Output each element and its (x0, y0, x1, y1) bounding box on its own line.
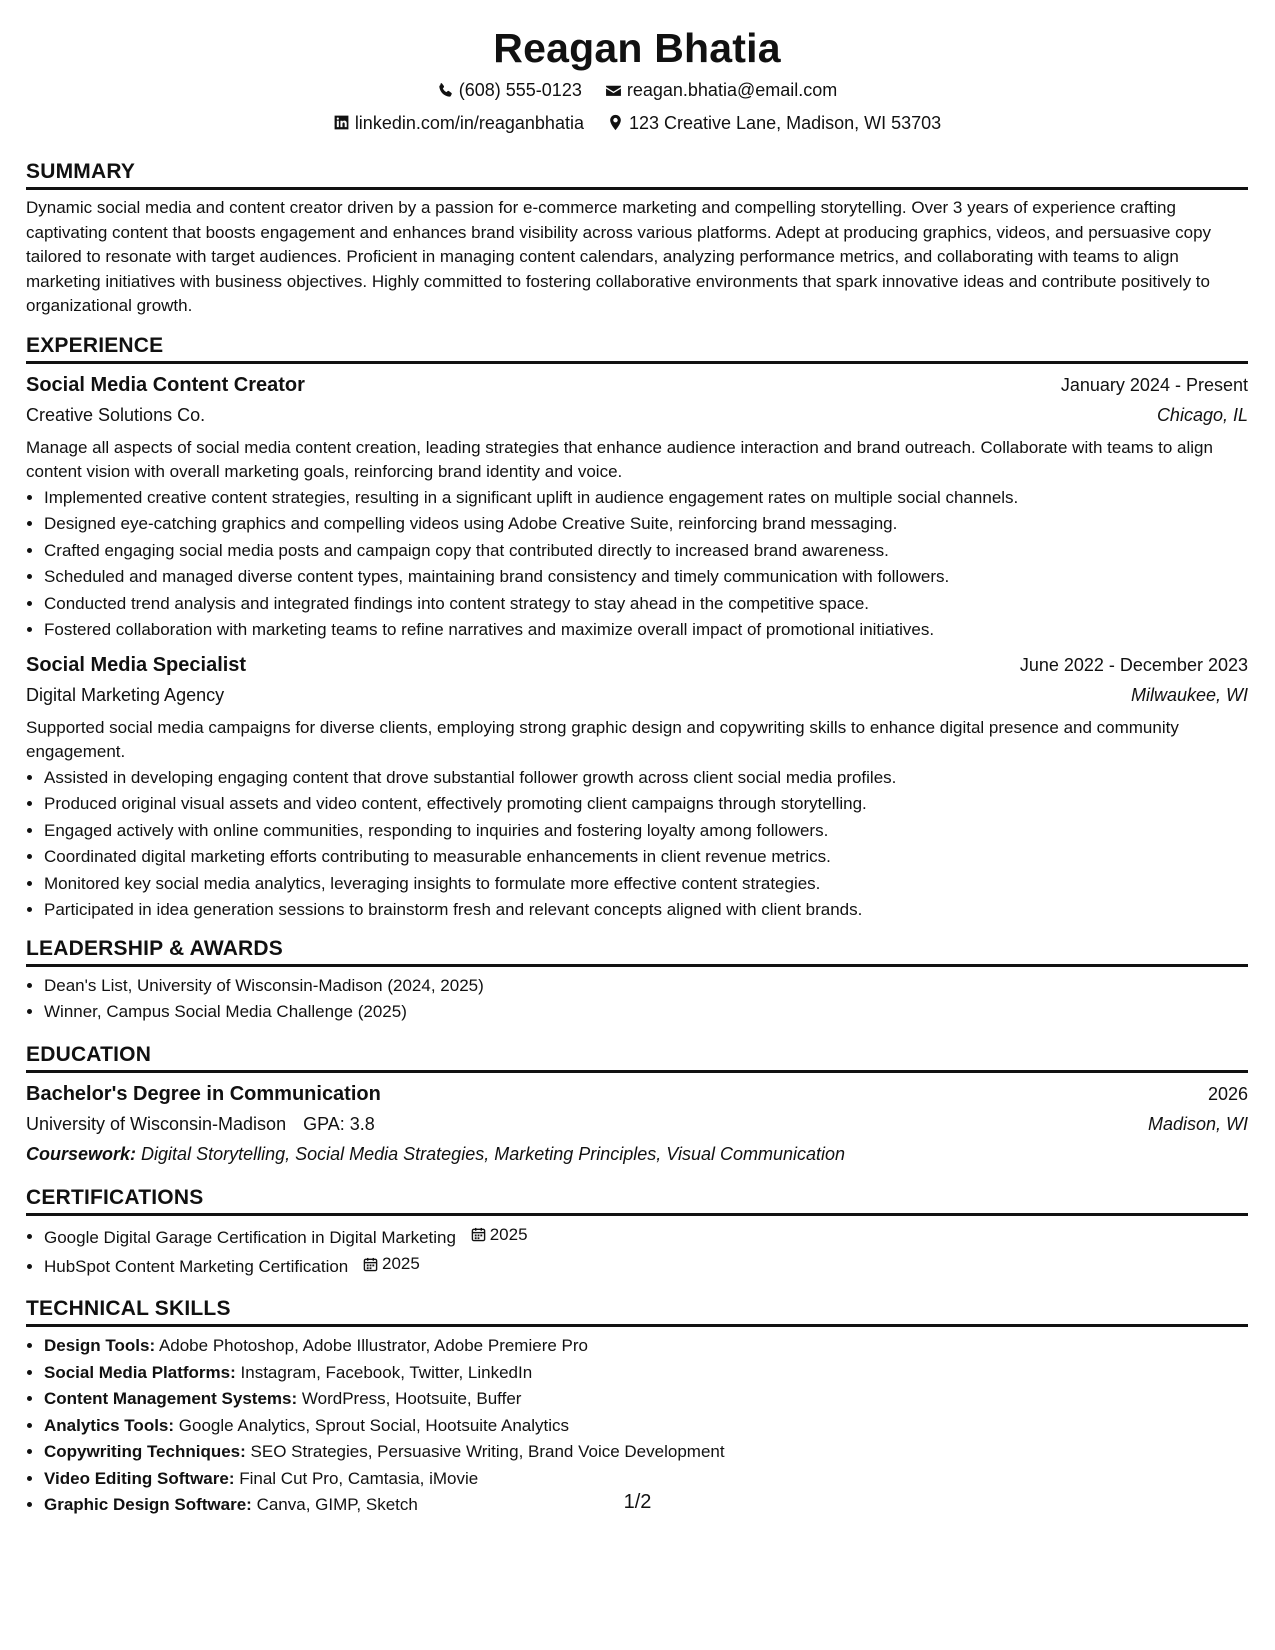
job-title: Social Media Specialist (26, 653, 247, 676)
page-number: 1/2 (623, 1491, 652, 1513)
certifications-section (26, 1185, 1248, 1281)
email-text[interactable]: reagan.bhatia@email.com (626, 80, 838, 100)
linkedin-text[interactable]: linkedin.com/in/reaganbhatia (354, 112, 584, 133)
certifications-list (26, 1222, 1248, 1281)
certification-name: HubSpot Content Marketing Certification (44, 1256, 349, 1276)
calendar-icon (471, 1227, 486, 1242)
list-item: • Coordinated digital marketing efforts contributing to measurable enhancements in client revenue metrics. (44, 844, 1248, 871)
coursework-text: Digital Storytelling, Social Media Strategies, Marketing Principles, Visual Communication (141, 1143, 846, 1164)
certifications-heading: CERTIFICATIONS (26, 1185, 1248, 1216)
list-item (44, 1466, 1248, 1493)
job-title: Social Media Content Creator (26, 373, 305, 396)
list-item (44, 1386, 1248, 1413)
resume-page (26, 22, 1248, 1519)
job-description: Manage all aspects of social media content creation, leading strategies that enhance audience interaction and brand outreach. Collaborate with teams to align content vision with overall marketing goals, reinforcing brand identity and voice. (26, 437, 1213, 481)
skill-label: Video Editing Software: (44, 1468, 235, 1488)
list-item: • Participated in idea generation sessions to brainstorm fresh and relevant concepts aligned with client brands. (44, 897, 1248, 924)
contact-line-2 (26, 111, 1248, 138)
phone-icon (437, 82, 454, 99)
experience-heading: EXPERIENCE (26, 333, 1248, 364)
experience-section (26, 333, 1248, 924)
education-heading: EDUCATION (26, 1042, 1248, 1073)
school-name: University of Wisconsin-Madison (26, 1113, 287, 1134)
coursework-line (26, 1139, 1248, 1169)
calendar-icon (363, 1257, 378, 1272)
job-company-row (26, 400, 1248, 430)
skill-value: Google Analytics, Sprout Social, Hootsuite Analytics (178, 1415, 570, 1435)
certification-year: 2025 (489, 1224, 528, 1244)
leadership-section (26, 936, 1248, 1026)
job-entry (26, 650, 1248, 924)
list-item: • Implemented creative content strategies, resulting in a significant uplift in audience engagement rates on multiple social channels. (44, 485, 1248, 512)
summary-section (26, 159, 1248, 319)
job-company-row (26, 680, 1248, 710)
job-title-row (26, 650, 1248, 680)
list-item (44, 1333, 1248, 1360)
school-info (26, 1109, 375, 1139)
school-row (26, 1109, 1248, 1139)
coursework-label: Coursework: (26, 1143, 137, 1164)
list-item (44, 1360, 1248, 1387)
skill-value: Adobe Photoshop, Adobe Illustrator, Adobe Premiere Pro (158, 1336, 588, 1355)
job-dates: June 2022 - December 2023 (1019, 654, 1248, 675)
job-title-row (26, 370, 1248, 400)
school-location: Madison, WI (1147, 1113, 1248, 1134)
job-location: Chicago, IL (1156, 404, 1248, 425)
list-item: • Produced original visual assets and video content, effectively promoting client campaigns through storytelling. (44, 791, 1248, 818)
linkedin-icon (333, 114, 350, 131)
job-bullets (26, 485, 1248, 644)
skill-value: SEO Strategies, Persuasive Writing, Brand Voice Development (250, 1442, 725, 1461)
skill-label: Social Media Platforms: (44, 1362, 236, 1382)
address-text: 123 Creative Lane, Madison, WI 53703 (628, 112, 942, 133)
gpa: GPA: 3.8 (303, 1113, 375, 1134)
job-bullets (26, 765, 1248, 924)
candidate-name: Reagan Bhatia (493, 25, 781, 71)
address-contact (607, 111, 941, 135)
list-item: • Engaged actively with online communities, responding to inquiries and fostering loyalty among followers. (44, 818, 1248, 845)
contact-line-1 (26, 78, 1248, 105)
certification-date (471, 1222, 528, 1249)
certification-year: 2025 (382, 1253, 420, 1273)
list-item: • Monitored key social media analytics, leveraging insights to formulate more effective content strategies. (44, 871, 1248, 898)
email-contact[interactable] (605, 78, 837, 102)
leadership-list (26, 973, 1248, 1026)
skill-value: WordPress, Hootsuite, Buffer (301, 1389, 522, 1408)
skill-label: Copywriting Techniques: (44, 1442, 246, 1461)
skill-value: Final Cut Pro, Camtasia, iMovie (239, 1468, 479, 1488)
degree-title: Bachelor's Degree in Communication (26, 1082, 381, 1105)
linkedin-contact[interactable] (333, 111, 584, 135)
list-item: • Winner, Campus Social Media Challenge (2025) (44, 999, 1248, 1026)
certification-date (363, 1251, 420, 1278)
skill-value: Instagram, Facebook, Twitter, LinkedIn (240, 1362, 533, 1382)
list-item: • Assisted in developing engaging content that drove substantial follower growth across client social media profiles. (44, 765, 1248, 792)
list-item: • Dean's List, University of Wisconsin-Madison (2024, 2025) (44, 973, 1248, 1000)
map-pin-icon (607, 114, 624, 131)
leadership-heading: LEADERSHIP & AWARDS (26, 936, 1248, 967)
list-item: • Designed eye-catching graphics and compelling videos using Adobe Creative Suite, reinforcing brand messaging. (44, 511, 1248, 538)
job-company: Creative Solutions Co. (26, 404, 206, 425)
degree-row (26, 1079, 1248, 1109)
summary-text: Dynamic social media and content creator driven by a passion for e-commerce marketing and compelling storytelling. Over 3 years of experience crafting captivating content that boosts engagement and enhances brand visibility across various platforms. Adept at producing graphics, videos, and persuasive copy tailored to resonate with target audiences. Proficient in managing content calendars, analyzing performance metrics, and collaborating with teams to align marketing initiatives with business objectives. Highly committed to fostering collaborative environments that spark innovative ideas and contribute positively to organizational growth. (26, 198, 1212, 315)
skill-label: Design Tools: (44, 1336, 156, 1355)
list-item: • Crafted engaging social media posts and campaign copy that contributed directly to increased brand awareness. (44, 538, 1248, 565)
graduation-year: 2026 (1207, 1083, 1248, 1104)
list-item: • Conducted trend analysis and integrated findings into content strategy to stay ahead in the competitive space. (44, 591, 1248, 618)
skill-label: Content Management Systems: (44, 1389, 298, 1408)
skill-value: Canva, GIMP, Sketch (256, 1495, 418, 1514)
job-location: Milwaukee, WI (1130, 684, 1248, 705)
list-item (44, 1439, 1248, 1466)
phone-contact (437, 78, 582, 102)
skills-section (26, 1296, 1248, 1519)
skill-label: Analytics Tools: (44, 1415, 175, 1435)
list-item: • Fostered collaboration with marketing teams to refine narratives and maximize overall impact of promotional initiatives. (44, 617, 1248, 644)
envelope-icon (605, 82, 622, 99)
job-entry (26, 370, 1248, 644)
job-dates: January 2024 - Present (1060, 374, 1248, 395)
list-item (44, 1413, 1248, 1440)
job-company: Digital Marketing Agency (26, 684, 225, 705)
job-description: Supported social media campaigns for diverse clients, employing strong graphic design and copywriting skills to enhance digital presence and community engagement. (26, 717, 1179, 761)
certification-name: Google Digital Garage Certification in Digital Marketing (44, 1227, 456, 1247)
phone-text: (608) 555-0123 (458, 80, 582, 100)
skill-label: Graphic Design Software: (44, 1495, 252, 1514)
education-section (26, 1042, 1248, 1169)
list-item (44, 1251, 1248, 1280)
list-item (44, 1222, 1248, 1251)
list-item: • Scheduled and managed diverse content types, maintaining brand consistency and timely communication with followers. (44, 564, 1248, 591)
summary-heading: SUMMARY (26, 159, 1248, 190)
skills-heading: TECHNICAL SKILLS (26, 1296, 1248, 1327)
